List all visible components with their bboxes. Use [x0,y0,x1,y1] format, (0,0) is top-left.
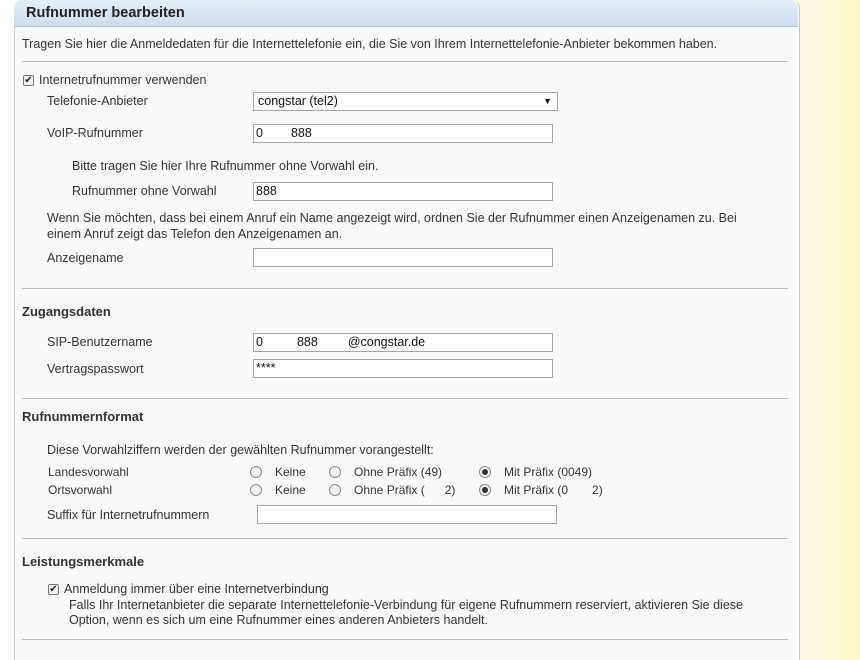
area-code-no-prefix-label[interactable] [354,483,455,497]
password-label: Vertragspasswort [47,362,144,376]
display-name-input[interactable] [253,248,553,267]
features-section-title: Leistungsmerkmale [22,554,145,569]
voip-number-start: 0 [256,126,263,140]
always-internet-checkbox[interactable] [48,584,59,595]
display-name-hint-line1: Wenn Sie möchten, dass bei einem Anruf ein Name angezeigt wird, ordnen Sie der Rufnummer einen Anzeigenamen zu. Bei [47,211,737,225]
page-title: Rufnummer bearbeiten [26,5,185,21]
use-internet-number-checkbox[interactable] [23,75,34,86]
always-internet-label[interactable]: Anmeldung immer über eine Internetverbindung [64,582,329,596]
country-code-none-label[interactable]: Keine [275,465,306,479]
number-no-area-label: Rufnummer ohne Vorwahl [72,184,217,198]
country-code-label: Landesvorwahl [48,465,129,479]
access-section-title: Zugangsdaten [22,304,111,319]
area-code-none-label[interactable]: Keine [275,483,306,497]
area-no-prefix-end: 2) [444,483,456,497]
country-code-with-prefix-radio[interactable] [479,466,491,478]
area-code-with-prefix-label[interactable] [504,483,603,497]
country-code-with-prefix-label[interactable]: Mit Präfix (0049) [504,465,593,479]
check-icon: ✔ [49,584,58,595]
display-name-label: Anzeigename [47,251,124,265]
voip-number-label: VoIP-Rufnummer [47,126,143,140]
hint-no-area-code: Bitte tragen Sie hier Ihre Rufnummer ohne Vorwahl ein. [72,159,379,173]
intro-text: Tragen Sie hier die Anmeldedaten für die Internettelefonie ein, die Sie von Ihrem Internettelefonie-Anbieter bekommen haben. [22,37,718,51]
divider [22,61,788,62]
use-internet-number-label[interactable]: Internetrufnummer verwenden [39,73,207,87]
display-name-hint-line2: einem Anruf zeigt das Telefon den Anzeigenamen an. [47,227,343,241]
sip-start: 0 [256,335,263,349]
sip-username-label: SIP-Benutzername [47,335,153,349]
country-code-no-prefix-radio[interactable] [329,466,341,478]
always-internet-desc-line2: Option, wenn es sich um eine Rufnummer eines anderen Anbieters handelt. [69,613,488,627]
panel-header [14,0,798,27]
divider [22,288,788,289]
prefix-hint: Diese Vorwahlziffern werden der gewählten Rufnummer vorangestellt: [47,443,434,457]
divider [22,538,788,539]
area-with-prefix-end: 2) [592,483,603,497]
check-icon: ✔ [24,75,33,86]
area-code-none-radio[interactable] [250,484,262,496]
divider [22,639,788,640]
sip-username-input[interactable] [253,333,553,352]
chevron-down-icon: ▼ [543,96,552,106]
area-with-prefix-start: Mit Präfix (0 [504,483,569,497]
number-no-area-value: 888 [256,184,277,198]
sip-end: @congstar.de [347,335,426,349]
area-no-prefix-start: Ohne Präfix ( [354,483,425,497]
always-internet-desc-line1: Falls Ihr Internetanbieter die separate Internettelefonie-Verbindung für eigene Rufnummern reserviert, aktivieren Sie diese [69,598,743,612]
area-code-no-prefix-radio[interactable] [329,484,341,496]
password-input[interactable] [253,359,553,378]
provider-value: congstar (tel2) [258,94,338,108]
password-value: **** [256,361,276,375]
suffix-input[interactable] [257,505,557,524]
sip-mid: 888 [296,335,318,349]
number-no-area-input[interactable] [253,182,553,201]
area-code-label: Ortsvorwahl [48,483,113,497]
suffix-label: Suffix für Internetrufnummern [47,508,210,522]
divider [22,398,788,399]
country-code-none-radio[interactable] [250,466,262,478]
area-code-with-prefix-radio[interactable] [479,484,491,496]
format-section-title: Rufnummernformat [22,409,144,424]
provider-label: Telefonie-Anbieter [47,94,148,108]
country-code-no-prefix-label[interactable]: Ohne Präfix (49) [354,465,443,479]
voip-number-end: 888 [290,126,312,140]
provider-select[interactable] [253,92,558,111]
voip-number-input[interactable] [253,124,553,143]
